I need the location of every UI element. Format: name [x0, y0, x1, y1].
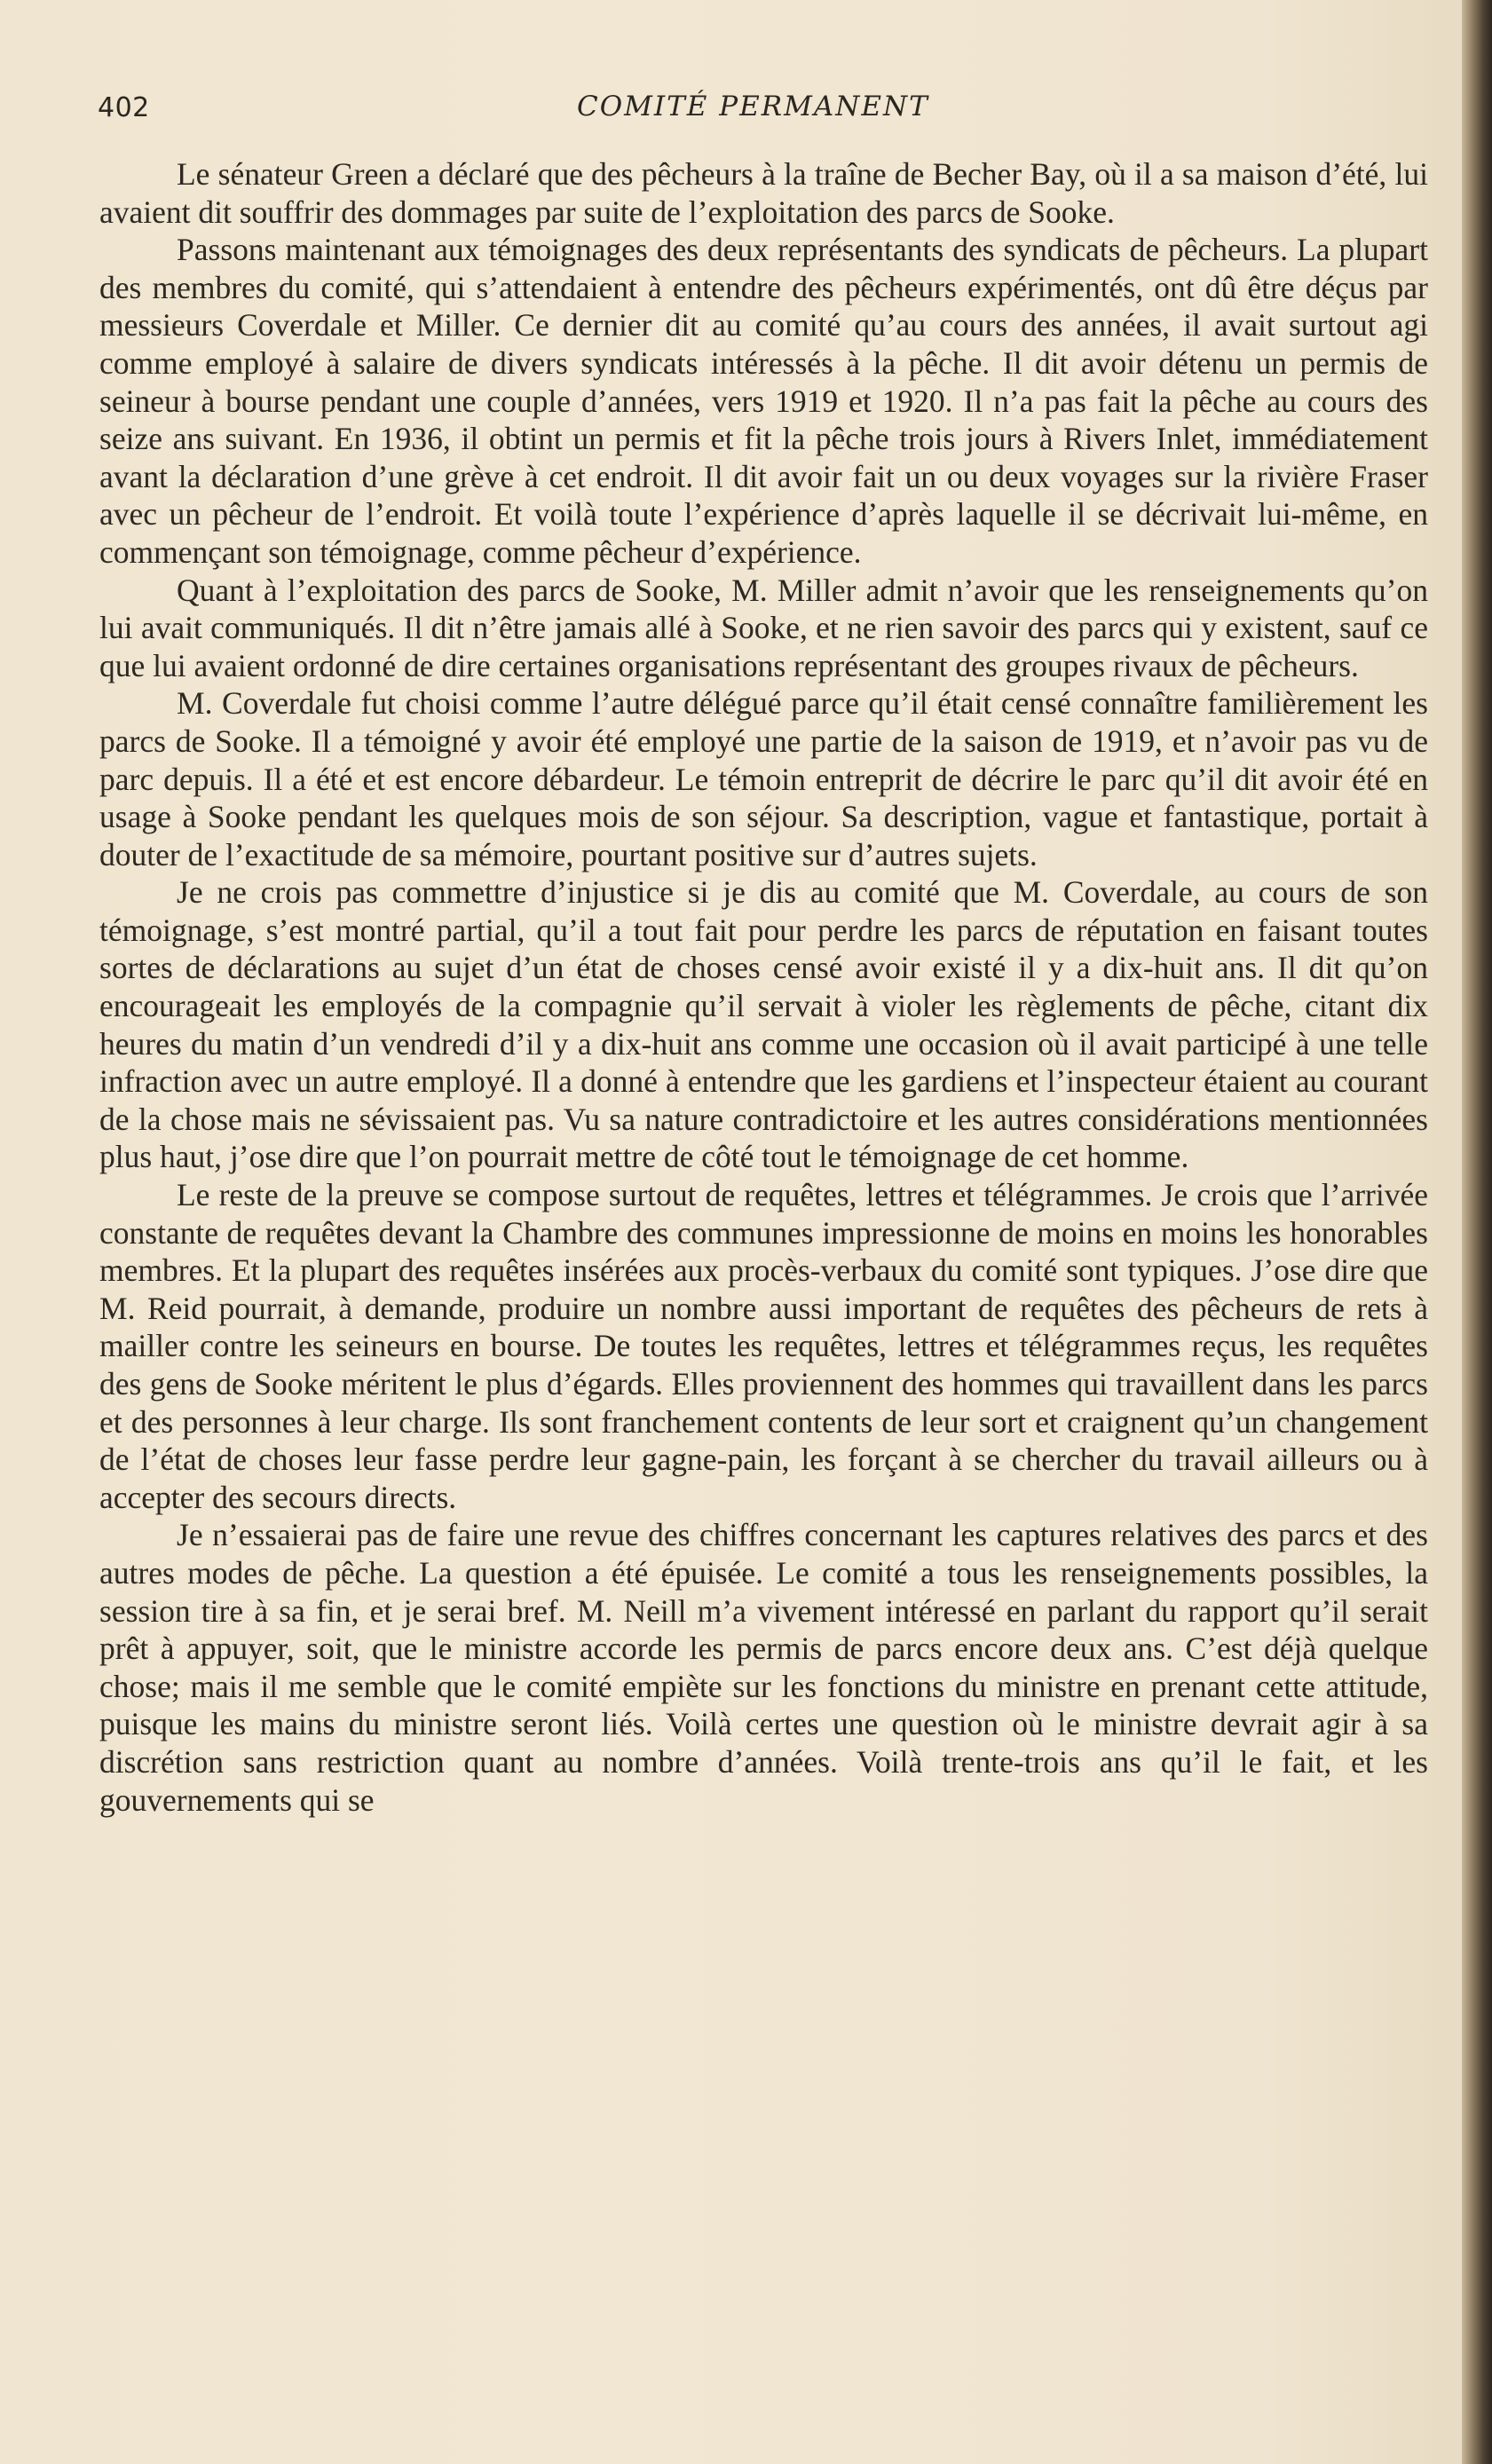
paragraph: Le reste de la preuve se compose surtout de requêtes, lettres et télégrammes. Je crois que l’arrivée constante de requêtes devant la Chambre des communes impressionne de moins en moins les honorables membres. Et la plupart des requêtes insérées aux procès-verbaux du comité sont typiques. J’ose dire que M. Reid pourrait, à demande, produire un nombre aussi important de requêtes des pêcheurs de rets à mailler contre les seineurs en bourse. De toutes les requêtes, lettres et télégrammes reçus, les requêtes des gens de Sooke méritent le plus d’égards. Elles proviennent des hommes qui travaillent dans les parcs et des personnes à leur charge. Ils sont franchement contents de leur sort et craignent qu’un changement de l’état de choses leur fasse perdre leur gagne-pain, les forçant à se chercher du travail ailleurs ou à accepter des secours directs. — [99, 1177, 1428, 1515]
running-title: COMITÉ PERMANENT — [577, 91, 929, 122]
page-header — [98, 89, 1429, 133]
page-number: 402 — [98, 92, 150, 123]
paragraph: Quant à l’exploitation des parcs de Sooke, M. Miller admit n’avoir que les renseignements qu’on lui avait communiqués. Il dit n’être jamais allé à Sooke, et ne rien savoir des parcs qui y existent, sauf ce que lui avaient ordonné de dire certaines organisations représentant des groupes rivaux de pêcheurs. — [99, 572, 1428, 683]
paragraph: Passons maintenant aux témoignages des deux représentants des syndicats de pêcheurs. La plupart des membres du comité, qui s’attendaient à entendre des pêcheurs expérimentés, ont dû être déçus par messieurs Coverdale et Miller. Ce dernier dit au comité qu’au cours des années, il avait surtout agi comme employé à salaire de divers syndicats intéressés à la pêche. Il dit avoir détenu un permis de seineur à bourse pendant une couple d’années, vers 1919 et 1920. Il n’a pas fait la pêche au cours des seize ans suivant. En 1936, il obtint un permis et fit la pêche trois jours à Rivers Inlet, immédiatement avant la déclaration d’une grève à cet endroit. Il dit avoir fait un ou deux voyages sur la rivière Fraser avec un pêcheur de l’endroit. Et voilà toute l’expérience d’après laquelle il se décrivait lui-même, en commençant son témoignage, comme pêcheur d’expérience. — [99, 232, 1428, 570]
paragraph: Je n’essaierai pas de faire une revue des chiffres concernant les captures relatives des parcs et des autres modes de pêche. La question a été épuisée. Le comité a tous les renseignements possibles, la session tire à sa fin, et je serai bref. M. Neill m’a vivement intéressé en parlant du rapport qu’il serait prêt à appuyer, soit, que le ministre accorde les permis de parcs encore deux ans. C’est déjà quelque chose; mais il me semble que le comité empiète sur les fonctions du ministre en prenant cette attitude, puisque les mains du ministre seront liés. Voilà certes une question où le ministre devrait agir à sa discrétion sans restriction quant au nombre d’années. Voilà trente-trois ans qu’il le fait, et les gouvernements qui se — [99, 1517, 1428, 1818]
body-text — [99, 155, 1428, 1819]
paragraph: Le sénateur Green a déclaré que des pêcheurs à la traîne de Becher Bay, où il a sa maison d’été, lui avaient dit souffrir des dommages par suite de l’exploitation des parcs de Sooke. — [99, 156, 1428, 230]
paragraph: M. Coverdale fut choisi comme l’autre délégué parce qu’il était censé connaître familièrement les parcs de Sooke. Il a témoigné y avoir été employé une partie de la saison de 1919, et n’avoir pas vu de parc depuis. Il a été et est encore débardeur. Le témoin entreprit de décrire le parc qu’il dit avoir été en usage à Sooke pendant les quelques mois de son séjour. Sa description, vague et fantastique, portait à douter de l’exactitude de sa mémoire, pourtant positive sur d’autres sujets. — [99, 685, 1428, 873]
paragraph: Je ne crois pas commettre d’injustice si je dis au comité que M. Coverdale, au cours de son témoignage, s’est montré partial, qu’il a tout fait pour perdre les parcs de réputation en faisant toutes sortes de déclarations au sujet d’un état de choses censé avoir existé il y a dix-huit ans. Il dit qu’on encourageait les employés de la compagnie qu’il servait à violer les règlements de pêche, citant dix heures du matin d’un vendredi d’il y a dix-huit ans comme une occasion où il avait participé à une telle infraction avec un autre employé. Il a donné à entendre que les gardiens et l’inspecteur étaient au courant de la chose mais ne sévissaient pas. Vu sa nature contradictoire et les autres considérations mentionnées plus haut, j’ose dire que l’on pourrait mettre de côté tout le témoignage de cet homme. — [99, 874, 1428, 1175]
page-edge-shadow — [1462, 0, 1492, 2464]
